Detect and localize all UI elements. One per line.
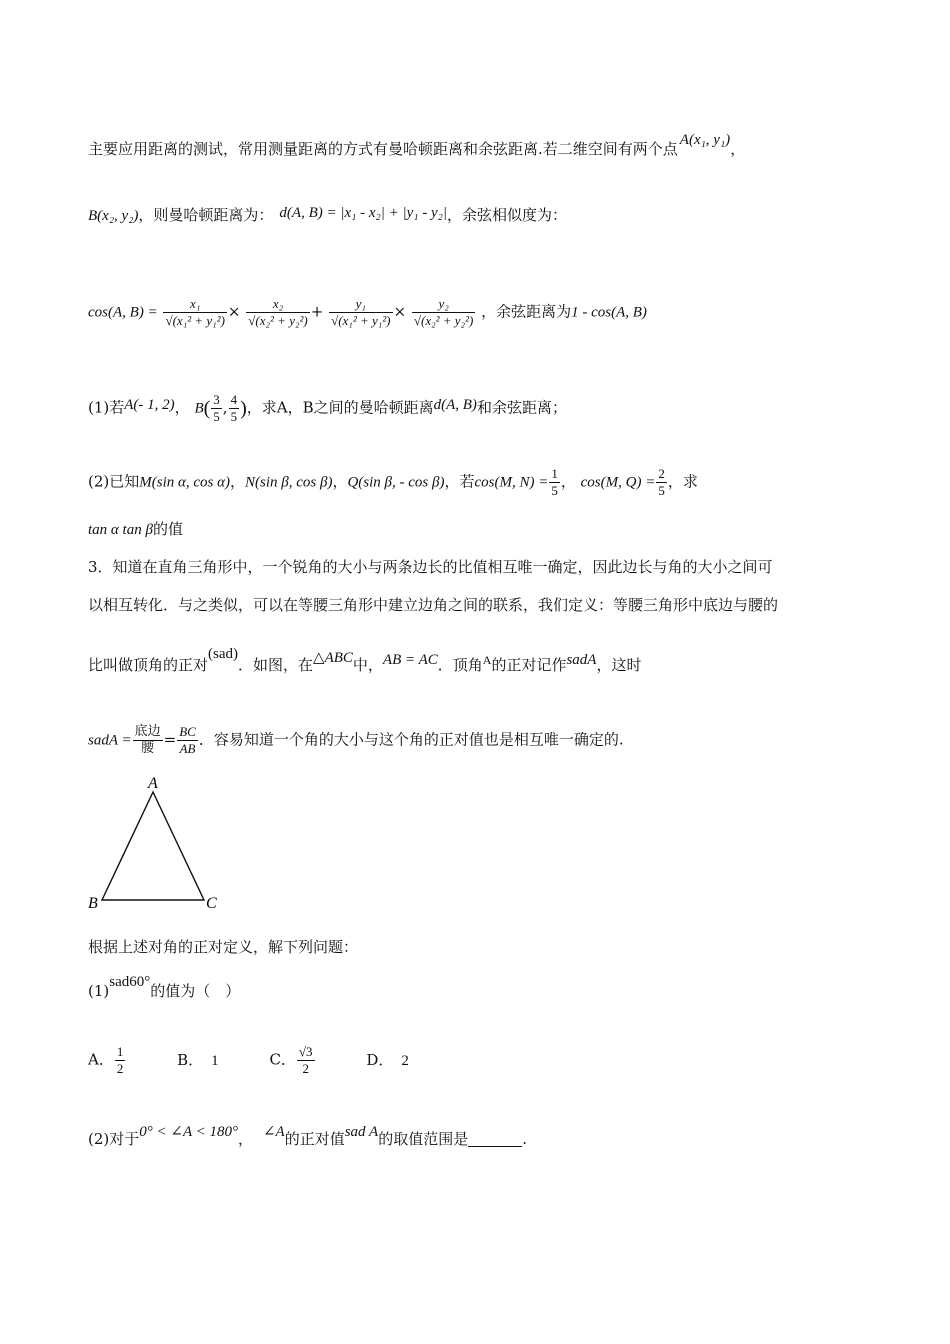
option-a[interactable] [88,1044,126,1077]
q2-ask: ，求 [667,472,698,491]
q2-if: ，若 [444,472,475,491]
vertex-a-label: A [148,775,158,792]
q1-label: (1)若 [88,398,125,417]
q1-sep: ， [174,398,190,417]
question-3-2 [88,1124,527,1151]
cos-lhs: cos(A, B) = [88,304,158,321]
p3-text-f: ，这时 [596,656,642,674]
left-paren: ( [203,397,211,420]
q32-angle: ∠A [262,1124,285,1140]
cos-num-3: y₁ [355,296,366,311]
vertex-c-label: C [206,895,217,912]
option-b-letter: B． [177,1050,204,1069]
question-1: (1)若A(- 1, 2)， B( $\frac{3}{5}$ , $\frac{4}{5}$ )，求A，B之间的曼哈顿距离d(A, B)和余弦距离； [88,392,567,424]
q1-b-frac-2 [229,392,240,425]
q1-b-den-1: 5 [213,409,220,424]
def-frac-2 [177,724,198,757]
def-num-1: 底边 [134,724,161,739]
option-d-letter: D． [366,1050,394,1069]
q2-cmq-den: 5 [658,483,665,498]
q1-b-frac-1 [211,392,222,425]
cosine-formula-line: cos(A, B) = $\frac{\text{x₁}}{\text{√(x₁² + y₁²)}}$ × $\frac{\text{x₂}}{\text{√(x₂² + y₂²)}}$ + $\frac{\text{y₁}}{\text{√(x₁² + y₁²)}}$ × $\frac{\text{y₂}}{\text{√(x₂² + y₂²)}}$ ，余弦距离为1 - cos(A, B) [88,296,647,328]
comma: ， [730,140,746,158]
vertex-b-label: B [88,895,98,912]
def-den-2: AB [177,740,198,757]
option-c-letter: C． [269,1050,296,1069]
manhattan-text: ，则曼哈顿距离为： [138,206,274,224]
option-c[interactable] [269,1044,315,1077]
option-a-den: 2 [116,1061,124,1076]
option-c-frac [297,1044,315,1077]
intro-line-2 [88,204,567,227]
q2-label: (2)已知 [88,472,140,491]
question-2-cont [88,518,183,541]
p3-line-3 [88,646,642,677]
option-b-value: 1 [211,1052,219,1069]
q1-d: d(A, B) [433,396,477,413]
p3-tri: △ABC [313,650,353,666]
p3-text-c: 中， [352,656,383,674]
cosine-text: ，余弦相似度为： [446,206,567,224]
manhattan-formula: d(A, B) = |x₁ - x₂| + |y₁ - y₂| [279,205,447,221]
question-3-1 [88,974,241,1003]
p3-sada: sadA [566,652,597,668]
q1-b-den-2: 5 [230,409,238,424]
q2-cmn-num: 1 [551,466,558,481]
options-row [88,1044,455,1077]
point-b-formula: B(x₂, y₂) [88,208,139,224]
q2-target: tan α tan β [88,522,153,538]
intro-text: 主要应用距离的测试，常用测量距离的方式有曼哈顿距离和余弦距离.若二维空间有两个点 [88,140,678,158]
cos-num-2: x₂ [272,296,284,311]
option-c-den: 2 [297,1060,315,1077]
p3-line-2: 以相互转化．与之类似，可以在等腰三角形中建立边角之间的联系，我们定义：等腰三角形中底边与腰的 [88,596,779,614]
option-d-value: 2 [401,1052,409,1069]
q1-b-num-2: 4 [230,392,238,407]
q2-cmn-den: 5 [551,483,558,498]
option-d[interactable] [366,1049,409,1072]
cos-frac-4 [412,296,475,329]
cos-num-1: x₁ [190,296,201,311]
q2-q: Q(sin β, - cos β) [347,474,445,491]
def-num-2: BC [179,724,196,739]
option-c-num: √3 [298,1044,313,1059]
q1-tail: 和余弦距离； [476,398,567,417]
option-a-num: 1 [116,1044,124,1059]
def-lhs: sadA = [88,732,132,749]
cos-num-4: y₂ [438,296,449,311]
p3-sad: (sad) [208,646,239,662]
p3-text-b: ．如图，在 [238,656,314,674]
cos-den-3: √(x₁² + y₁²) [331,313,391,328]
q2-cmn-frac [549,466,560,499]
option-a-letter: A． [88,1050,114,1069]
cos-den-1: √(x₁² + y₁²) [165,313,225,328]
q31-label: (1) [88,982,110,1000]
q2-cmn: cos(M, N) = [474,474,549,491]
q2-n: N(sin β, cos β) [245,474,333,491]
cos-den-4: √(x₂² + y₂²) [413,313,474,328]
q1-ask: ，求A，B之间的曼哈顿距离 [246,398,434,417]
q32-sep: ， [237,1130,253,1148]
q31-expr: sad60° [109,974,151,990]
p3-angle-a: A [482,653,492,667]
option-b[interactable] [177,1049,219,1072]
q1-b-prefix: B [194,400,204,417]
question-2: (2)已知M(sin α, cos α)，N(sin β, cos β)，Q(sin β, - cos β)，若cos(M, N) = $\frac{1}{5}$ ， cos(M, Q) = $\frac{2}{5}$ ，求 [88,466,698,498]
q1-b-num-1: 3 [213,392,220,407]
q32-mid: 的正对值 [284,1130,345,1148]
cos-dist-formula: 1 - cos(A, B) [571,304,647,321]
cos-dist-text: ，余弦距离为 [481,302,572,321]
def-frac-1 [133,724,163,757]
q2-tail: 的值 [152,520,183,538]
triangle-shape [102,792,204,900]
p3-definition: sadA = $\frac{\text{底边}}{\text{腰}}$ = $\frac{BC}{AB}$ ．容易知道一个角的大小与这个角的正对值也是相互唯一确定的. [88,724,624,756]
q2-cmq: cos(M, Q) = [580,474,656,491]
p3-text-d: ．顶角 [437,656,483,674]
p3-text-a: 比叫做顶角的正对 [88,656,209,674]
point-a-formula: A(x₁, y₁) [679,132,731,148]
right-paren: ) [240,397,247,420]
p3-eq: AB = AC [382,652,438,668]
q32-label: (2)对于 [88,1130,140,1148]
q31-tail: 的值为（ ） [150,982,241,1000]
def-den-1: 腰 [133,740,163,757]
triangle-figure [80,772,230,914]
cos-den-2: √(x₂² + y₂²) [248,313,308,328]
cos-frac-1 [163,296,226,329]
def-tail: ．容易知道一个角的大小与这个角的正对值也是相互唯一确定的. [198,730,624,749]
answer-blank[interactable] [468,1132,522,1147]
cos-frac-3 [329,296,392,329]
q2-m: M(sin α, cos α) [139,474,230,491]
q32-end: . [522,1130,527,1148]
q32-expr: sad A [344,1124,379,1140]
q32-tail: 的取值范围是 [378,1130,469,1148]
questions-intro: 根据上述对角的正对定义，解下列问题： [88,938,359,956]
p3-line-1: 3．知道在直角三角形中，一个锐角的大小与两条边长的比值相互唯一确定，因此边长与角的大小之间可 [88,558,773,576]
q2-cmq-num: 2 [658,466,665,481]
q1-point-a: A(- 1, 2) [124,396,175,413]
q2-cmq-frac [656,466,667,499]
option-a-frac [115,1044,126,1077]
q32-range: 0° < ∠A < 180° [139,1124,238,1140]
p3-text-e: 的正对记作 [491,656,567,674]
cos-frac-2 [246,296,309,329]
intro-line-1 [88,132,746,161]
